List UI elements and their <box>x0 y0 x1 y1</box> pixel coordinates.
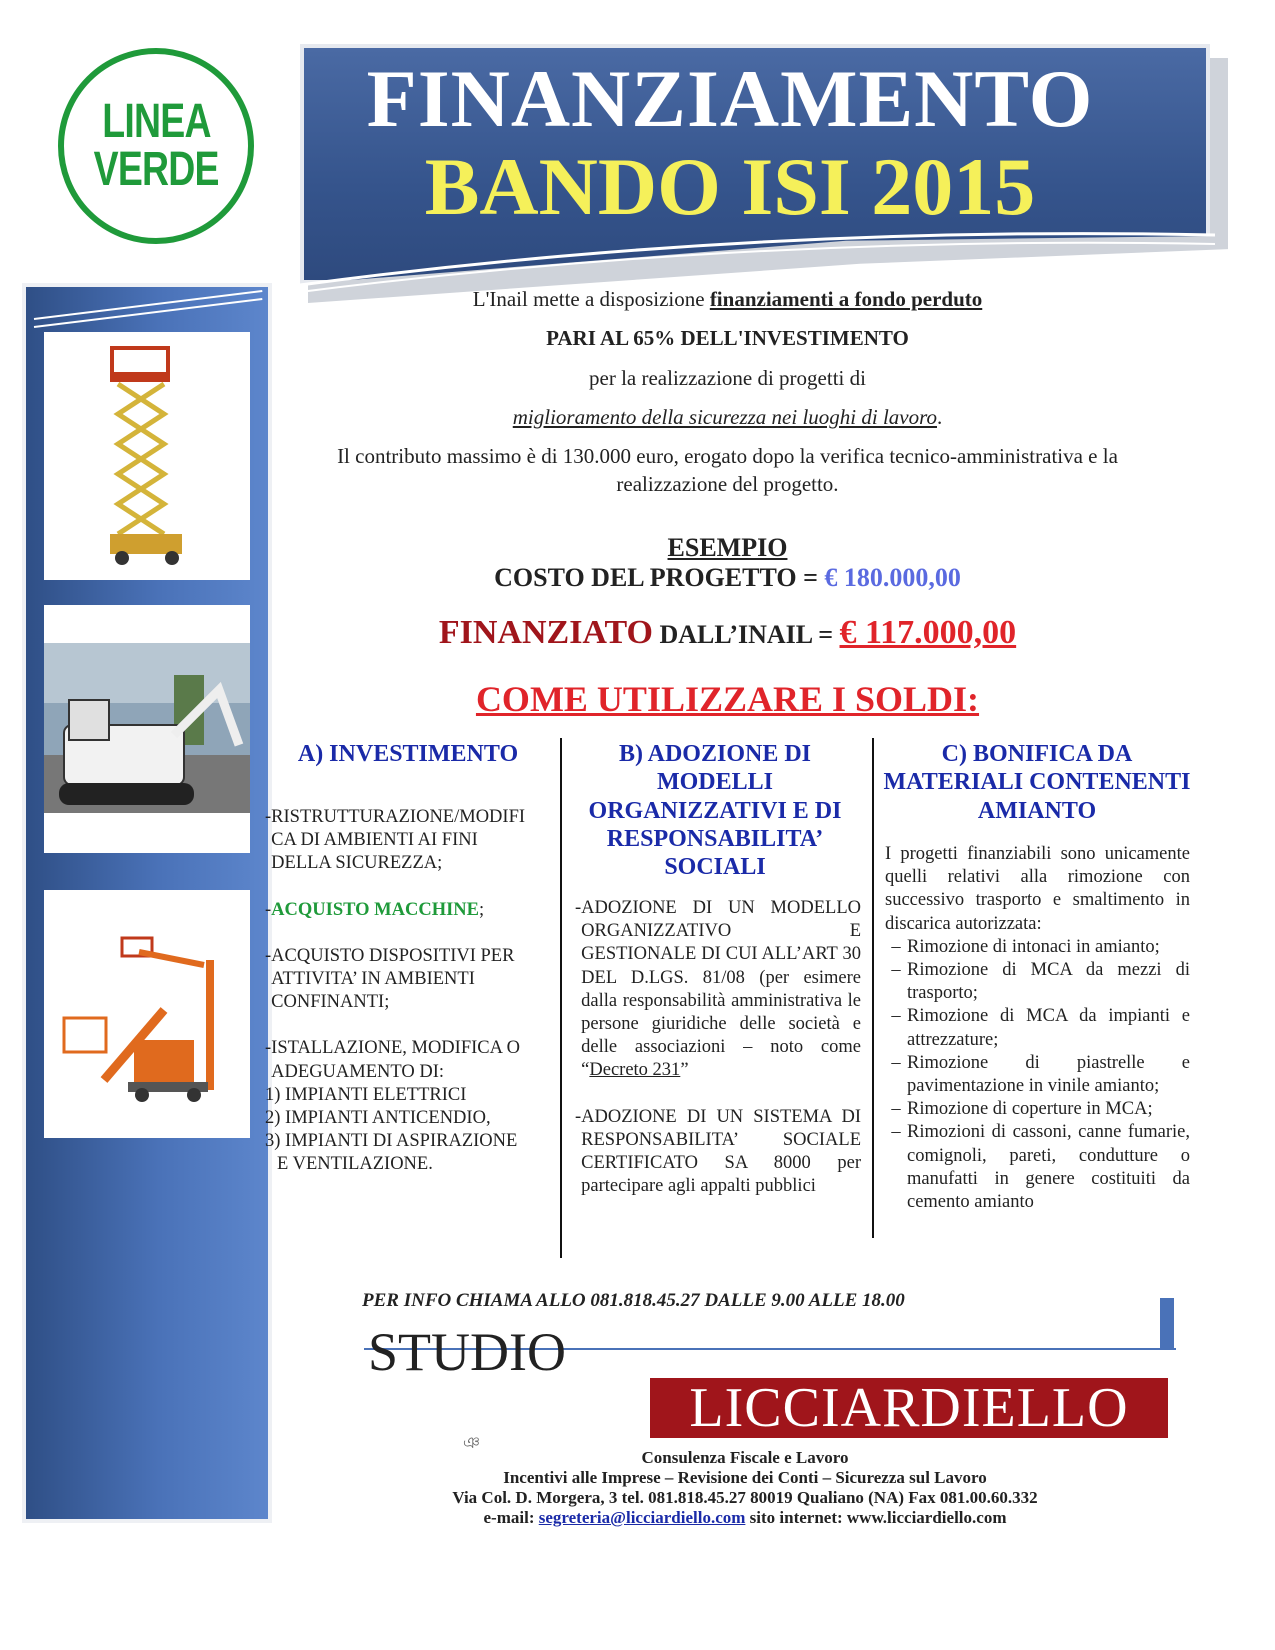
list-item: - RISTRUTTURAZIONE/MODIFI CA DI AMBIENTI AI FINI DELLA SICUREZZA; <box>265 807 526 874</box>
intro-line6: realizzazione del progetto. <box>616 472 839 496</box>
sub-item: 2) IMPIANTI ANTICENDIO, <box>265 1108 491 1129</box>
column-b-title: B) ADOZIONE DI MODELLI ORGANIZZATIVI E DI RESPONSABILITA’ SOCIALI <box>588 741 842 881</box>
column-c-intro: I progetti finanziabili sono unicamente quelli relativi alla rimozione con successivo trasporto e smaltimento in discarica autorizzata: <box>885 844 1190 934</box>
logo-line1: LINEA <box>101 95 211 148</box>
highlight-machines: ACQUISTO MACCHINE <box>271 899 479 920</box>
example-heading: ESEMPIO <box>667 533 788 562</box>
column-b-body <box>575 897 861 1198</box>
column-c-body <box>885 843 1190 1214</box>
intro-line4 <box>280 405 1175 430</box>
page-title-line2: BANDO ISI 2015 <box>424 141 1036 232</box>
list-item: – Rimozione di MCA da mezzi di trasporto; <box>891 960 1190 1004</box>
svg-text:ঞ: ঞ <box>463 1435 480 1452</box>
column-c-list <box>885 936 1190 1214</box>
example-cost-line <box>280 563 1175 593</box>
linea-verde-logo <box>58 48 254 244</box>
email-link[interactable]: segreteria@licciardiello.com <box>538 1508 746 1527</box>
example-financed-line <box>280 614 1175 652</box>
list-item: - ADOZIONE DI UN MODELLO ORGANIZZATIVO E GESTIONALE DI CUI ALL’ART 30 DEL D.LGS. 81/08 (per esimere dalla responsabilità amministrativa le persone giuridiche delle società e delle associazioni – noto come “Decreto 231” <box>575 898 861 1081</box>
column-c-title: C) BONIFICA DA MATERIALI CONTENENTI AMIANTO <box>883 741 1191 824</box>
list-item: – Rimozione di intonaci in amianto; <box>891 936 1160 957</box>
list-item: – Rimozione di piastrelle e pavimentazione in vinile amianto; <box>891 1052 1190 1097</box>
cost-value: € 180.000,00 <box>824 563 961 592</box>
studio-word: STUDIO <box>368 1322 566 1382</box>
sub-item: E VENTILAZIONE. <box>277 1154 433 1175</box>
intro-line4-suffix: . <box>937 405 943 429</box>
intro-line1-prefix: L'Inail mette a disposizione <box>472 287 710 311</box>
logo-line2: VERDE <box>93 143 219 196</box>
financed-label: FINANZIATO <box>438 614 653 651</box>
intro-line5: Il contributo massimo è di 130.000 euro, erogato dopo la verifica tecnico-amministrativa e la <box>337 444 1118 468</box>
intro-line1 <box>280 287 1175 312</box>
sub-item: 1) IMPIANTI ELETTRICI <box>265 1084 467 1105</box>
scissor-lift-photo <box>44 332 250 580</box>
info-corner-bar <box>1160 1298 1174 1350</box>
column-a-body <box>265 806 557 1177</box>
cost-label: COSTO DEL PROGETTO = <box>494 563 825 592</box>
page-title-line1: FINANZIAMENTO <box>366 53 1094 144</box>
list-item: - ISTALLAZIONE, MODIFICA O ADEGUAMENTO DI: <box>265 1038 520 1082</box>
sub-item: 3) IMPIANTI DI ASPIRAZIONE <box>265 1131 518 1152</box>
column-a-title: A) INVESTIMENTO <box>297 741 519 767</box>
intro-line2: PARI AL 65% DELL'INVESTIMENTO <box>546 326 909 350</box>
list-item: - ADOZIONE DI UN SISTEMA DI RESPONSABILITA’ SOCIALE CERTIFICATO SA 8000 per partecipare agli appalti pubblici <box>575 1106 861 1197</box>
footer-line4: e-mail: segreteria@licciardiello.com sito internet: www.licciardiello.com <box>483 1508 1007 1527</box>
intro-line3: per la realizzazione di progetti di <box>589 366 866 390</box>
intro-line1-emphasis: finanziamenti a fondo perduto <box>709 287 983 311</box>
list-item: – Rimozioni di cassoni, canne fumarie, comignoli, pareti, condutture o manufatti in genere costituiti da cemento amianto <box>891 1122 1190 1213</box>
column-divider <box>560 738 562 1258</box>
financed-mid: DALL’INAIL = <box>652 620 840 649</box>
footer-line2: Incentivi alle Imprese – Revisione dei Conti – Sicurezza sul Lavoro <box>503 1468 987 1487</box>
list-item: – Rimozione di MCA da impianti e attrezzature; <box>891 1006 1190 1050</box>
intro-line4-text: miglioramento della sicurezza nei luoghi di lavoro <box>512 405 937 429</box>
column-divider <box>872 738 874 1238</box>
licciardiello-brand: LICCIARDIELLO <box>650 1378 1168 1438</box>
list-item: – Rimozione di coperture in MCA; <box>891 1099 1153 1120</box>
studio-logo <box>368 1322 643 1455</box>
footer-line3: Via Col. D. Morgera, 3 tel. 081.818.45.27 80019 Qualiano (NA) Fax 081.00.60.332 <box>452 1488 1038 1507</box>
financed-value: € 117.000,00 <box>839 614 1017 651</box>
mini-excavator-photo <box>44 605 250 853</box>
footer-line1: Consulenza Fiscale e Lavoro <box>641 1448 849 1467</box>
decreto-link: Decreto 231 <box>589 1060 681 1081</box>
boom-lift-photo <box>44 890 250 1138</box>
list-item: - ACQUISTO MACCHINE; <box>265 899 485 920</box>
list-item: - ACQUISTO DISPOSITIVI PER ATTIVITA’ IN AMBIENTI CONFINANTI; <box>265 945 515 1013</box>
how-to-use-heading: COME UTILIZZARE I SOLDI: <box>475 679 980 719</box>
info-line: PER INFO CHIAMA ALLO 081.818.45.27 DALLE 9.00 ALLE 18.00 <box>362 1290 905 1311</box>
